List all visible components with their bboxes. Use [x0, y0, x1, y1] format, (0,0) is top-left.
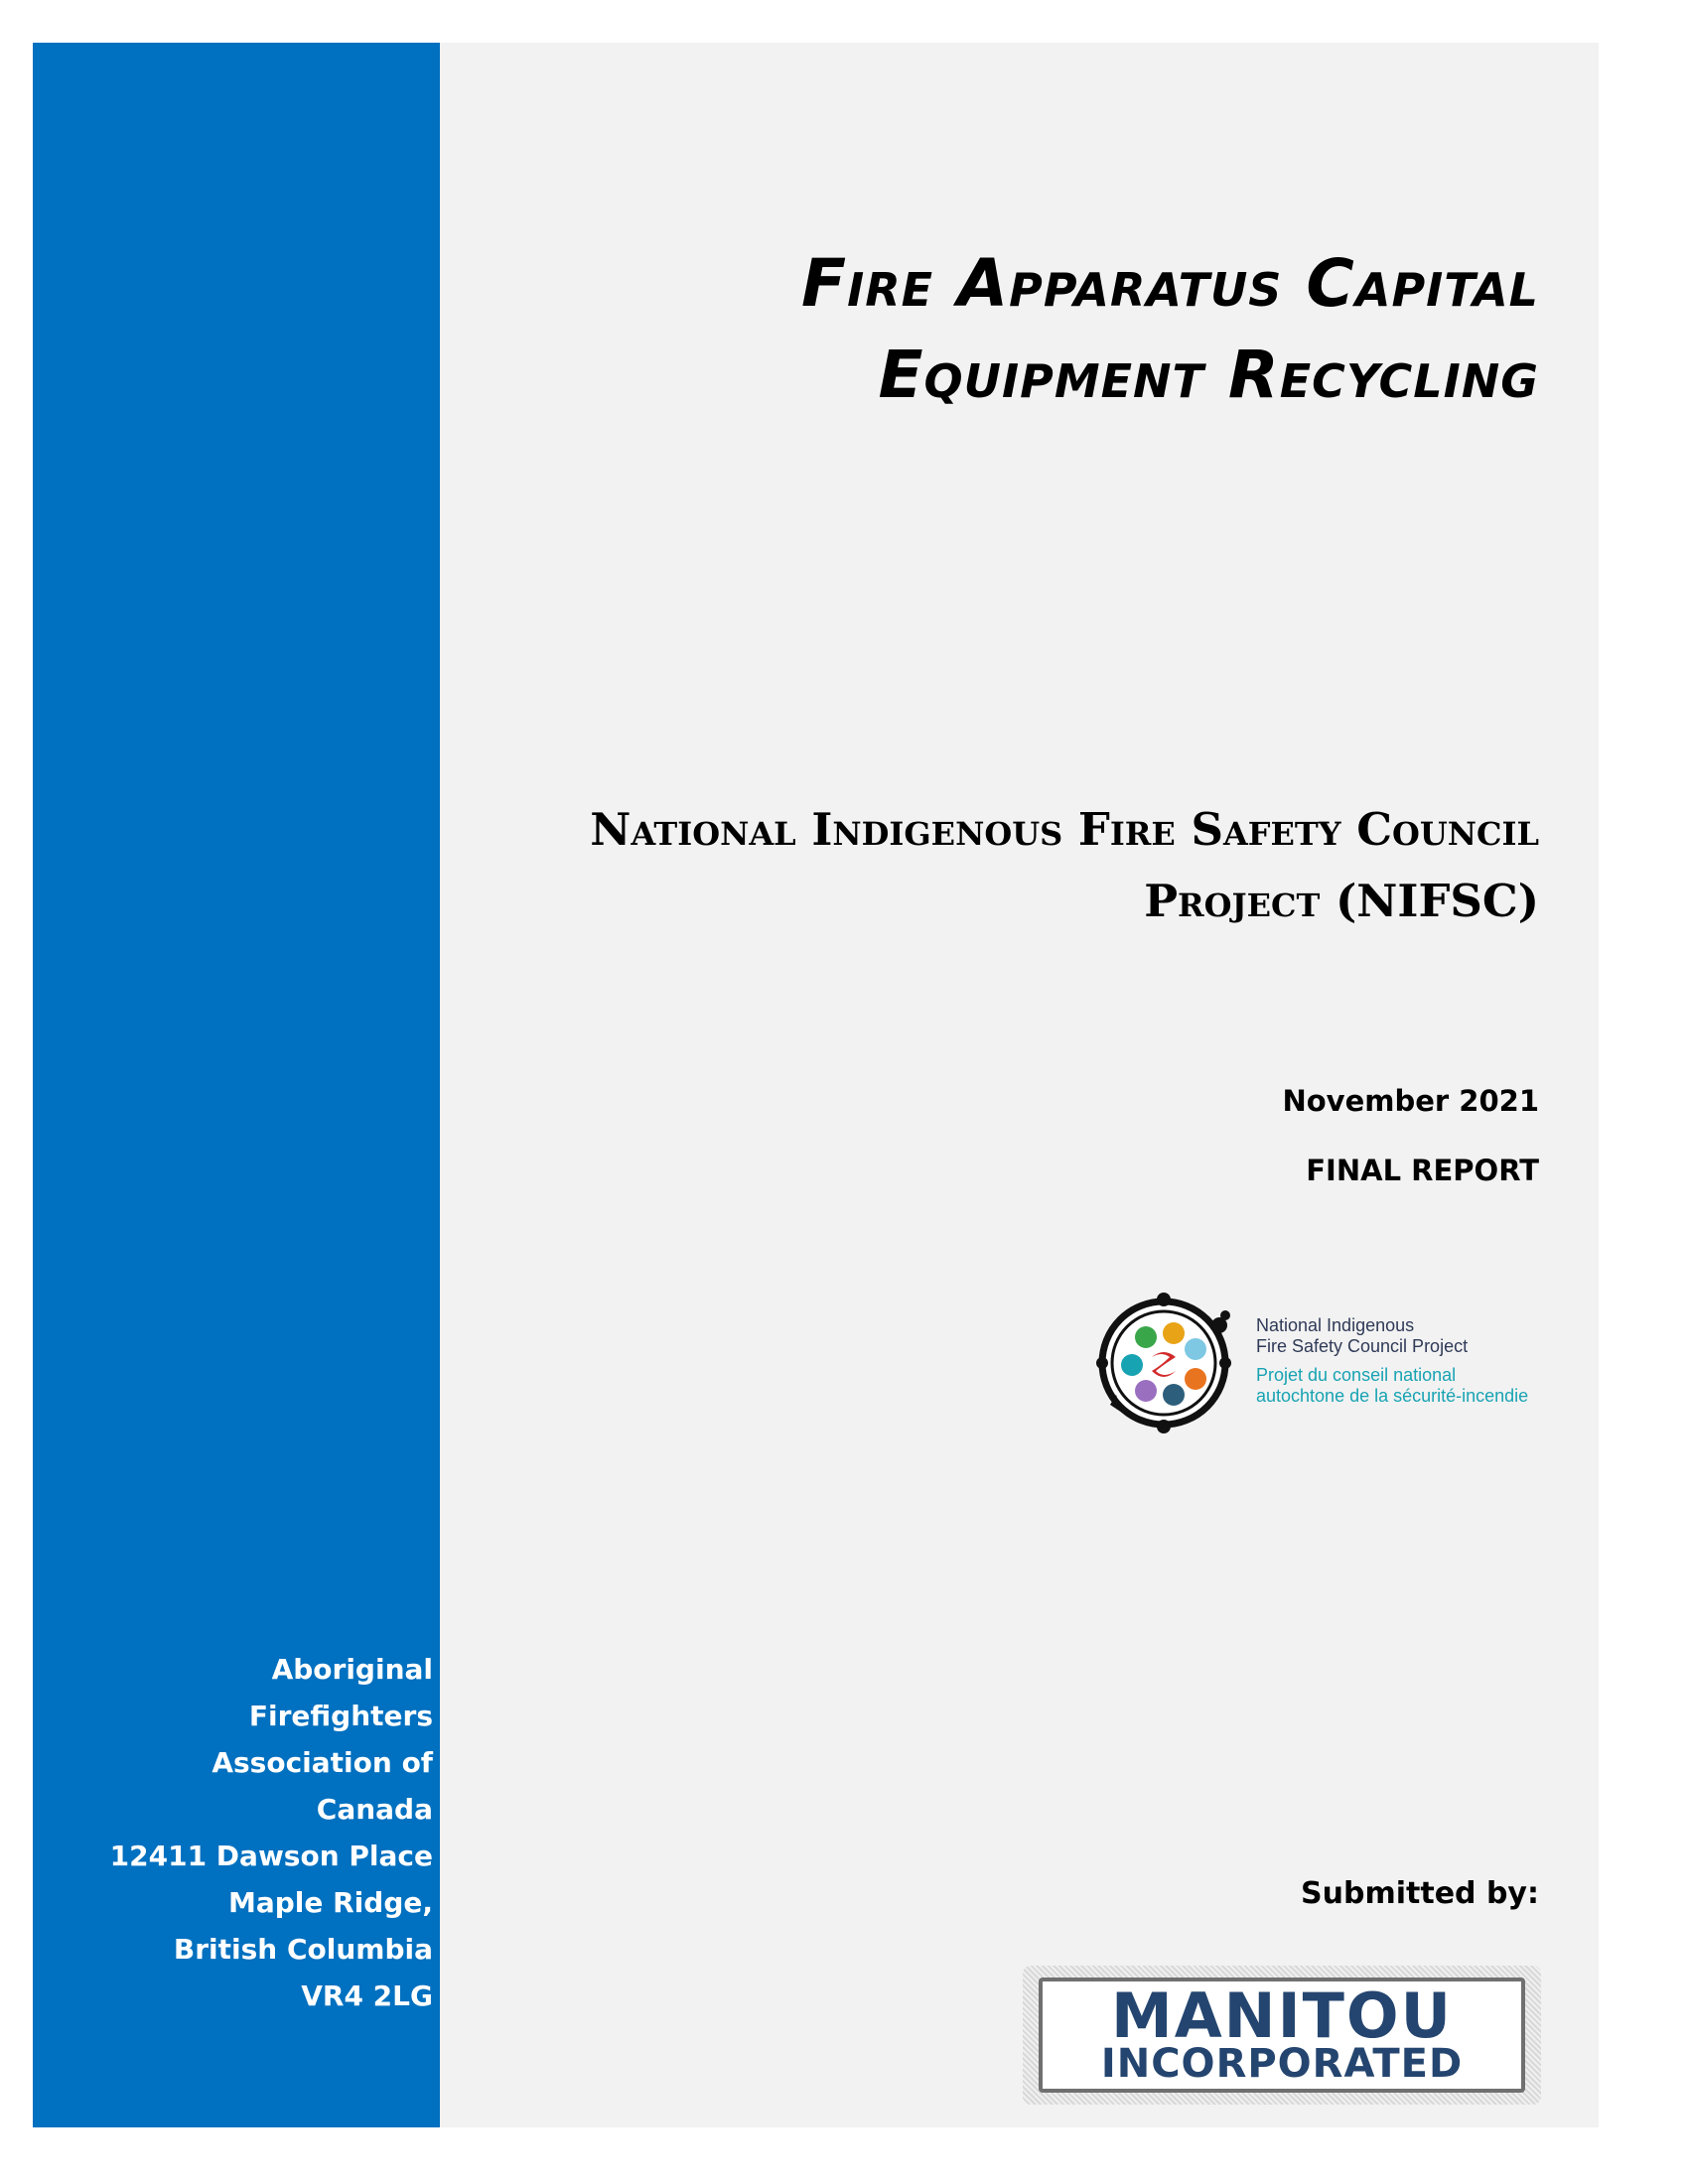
project-subtitle — [546, 794, 1539, 937]
nifsc-name-fr-2: autochtone de la sécurité-incendie — [1256, 1386, 1529, 1406]
manitou-logo — [1023, 1966, 1541, 2105]
title-line-1: Fire Apparatus Capital — [801, 245, 1539, 322]
manitou-logo-subword: INCORPORATED — [1100, 2041, 1464, 2087]
report-date: November 2021 — [1282, 1084, 1539, 1118]
nifsc-logo — [1092, 1286, 1549, 1434]
address-line: Canada — [316, 1793, 433, 1826]
nifsc-name-en-1: National Indigenous — [1256, 1315, 1415, 1335]
manitou-logo-plate — [1039, 1978, 1525, 2093]
address-line: VR4 2LG — [301, 1979, 433, 2012]
manitou-logo-word: MANITOU — [1111, 1979, 1453, 2052]
address-line: British Columbia — [173, 1933, 433, 1966]
nifsc-name-fr-1: Projet du conseil national — [1256, 1365, 1457, 1385]
report-title — [546, 238, 1539, 421]
address-line: Association of — [211, 1746, 433, 1779]
nifsc-name-en-2: Fire Safety Council Project — [1256, 1336, 1469, 1356]
subtitle-line-2: Project (NIFSC) — [1144, 875, 1539, 927]
nifsc-emblem-icon — [1092, 1286, 1241, 1434]
address-line: Aboriginal Firefighters — [248, 1653, 433, 1732]
report-type: FINAL REPORT — [1306, 1154, 1539, 1187]
address-line: Maple Ridge, — [227, 1886, 433, 1919]
subtitle-line-1: National Indigenous Fire Safety Council — [590, 803, 1539, 856]
address-line: 12411 Dawson Place — [109, 1840, 433, 1872]
sidebar-band — [33, 43, 440, 2127]
submitted-by-label: Submitted by: — [1301, 1876, 1539, 1911]
title-line-2: Equipment Recycling — [878, 337, 1539, 413]
nifsc-logo-text — [1256, 1315, 1554, 1407]
organization-address — [92, 1646, 433, 2019]
